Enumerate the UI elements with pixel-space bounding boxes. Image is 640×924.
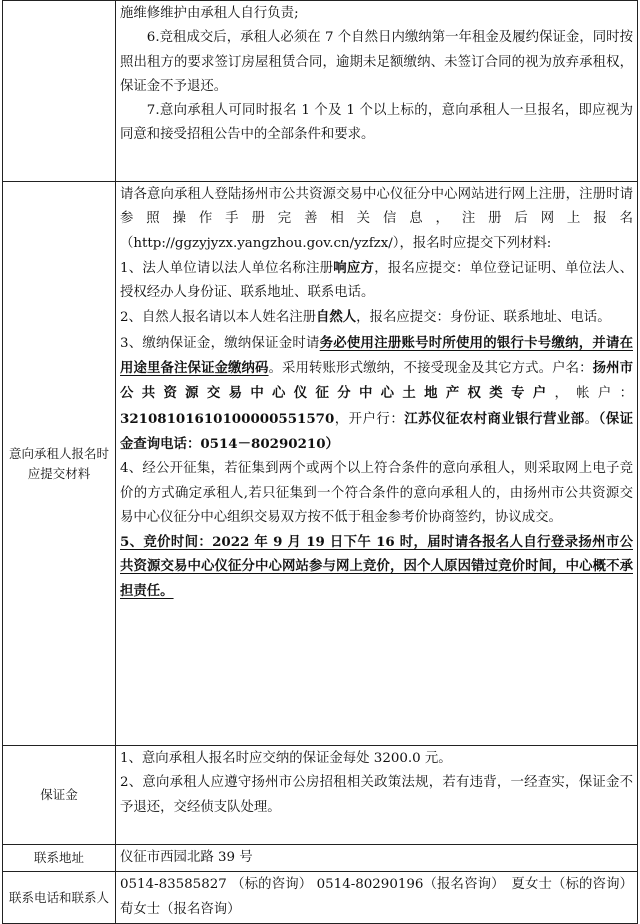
materials-item-2 [120,305,633,330]
row-terms [3,1,638,182]
materials-item-1 [120,256,633,306]
text-span: 。采用转账形式缴纳，不接受现金及其它方式。户名： [268,361,593,377]
contact-value: 0514-83585827 （标的咨询） 0514-80290196（报名咨询） 夏女士（标的咨询） 荀女士（报名咨询） [116,872,638,924]
materials-item-4: 4、经公开征集，若征集到两个或两个以上符合条件的意向承租人，则采取网上电子竞价的方式确定承租人,若只征集到一个符合条件的意向承租人的，由扬州市公共资源交易中心仪征分中心组织交易双方按不低于租金参考价协商签约，协议成交。 [120,461,633,525]
text-span: ，帐户： [554,386,634,402]
terms-item-7: 7.意向承租人可同时报名 1 个及 1 个以上标的，意向承租人一旦报名，即应视为同意和接受招租公告中的全部条件和要求。 [120,103,633,143]
bold-text: 自然人 [316,309,357,326]
materials-item-3 [120,331,633,457]
bold-text: 响应方 [333,259,375,276]
text-span: ，报名应提交：单位登记证明、单位法人、授权经办人身份证、联系地址、联系电话。 [120,260,633,301]
text-span: ，报名应提交：身份证、联系地址、电话。 [356,310,611,326]
deposit-content-cell [116,746,638,845]
account-number: 32108101610100000551570 [120,410,335,427]
terms-content-cell [116,1,638,182]
terms-label-cell [3,1,116,182]
materials-item-5: 5、竞价时间：2022 年 9 月 19 日下午 16 时，届时请各报名人自行登录扬州市公共资源交易中心仪征分中心网站参与网上竞价，因个人原因错过竞价时间，中心概不承担责任。 [120,534,633,599]
deposit-item-2: 2、意向承租人应遵守扬州市公房招租相关政策法规，若有违背，一经查实，保证金不予退还，交经侦支队处理。 [120,775,633,815]
bank-name: 江苏仪征农村商业银行营业部 [404,410,585,427]
terms-item-6: 6.竞租成交后，承租人必须在 7 个自然日内缴纳第一年租金及履约保证金，同时按照出租方的要求签订房屋租赁合同，逾期未足额缴纳、未签订合同的视为放弃承租权，保证金不予退还。 [120,30,633,94]
row-materials [3,182,638,746]
materials-label: 意向承租人报名时应提交材料 [3,182,116,746]
materials-intro: 请各意向承租人登陆扬州市公共资源交易中心仪征分中心网站进行网上注册，注册时请参照操作手册完善相关信息，注册后网上报名（http://ggzyjyzx.yangzhou.gov.cn/yzfzx/），报名时应提交下列材料: [120,187,633,251]
text-span: 。 [584,411,599,427]
deposit-label: 保证金 [3,746,116,845]
info-table [2,0,638,924]
text-span: 2、自然人报名请以本人姓名注册 [120,310,316,326]
account-name: 扬州市公共资源交易中心仪征分中心土地产权类专户 [120,360,634,402]
contact-label: 联系电话和联系人 [3,872,116,924]
text-span: ，开户行： [334,411,405,427]
bold-underlined-text: 务必使用注册账号时所使用的银行卡号缴纳，并请在用途里备注保证金缴纳码 [120,334,633,377]
row-contact [3,872,638,924]
row-deposit [3,746,638,845]
text-span: 3、缴纳保证金，缴纳保证金时请 [120,335,320,351]
address-value: 仪征市西园北路 39 号 [116,845,638,872]
terms-line-0: 施维修维护由承租人自行负责; [120,6,299,21]
text-span: 1、法人单位请以法人单位名称注册 [120,260,334,276]
address-label: 联系地址 [3,845,116,872]
row-address [3,845,638,872]
deposit-item-1: 1、意向承租人报名时应交纳的保证金每处 3200.0 元。 [120,751,452,766]
materials-content-cell [116,182,638,746]
deposit-query-phone: （保证金查询电话：0514－80290210） [120,410,634,452]
